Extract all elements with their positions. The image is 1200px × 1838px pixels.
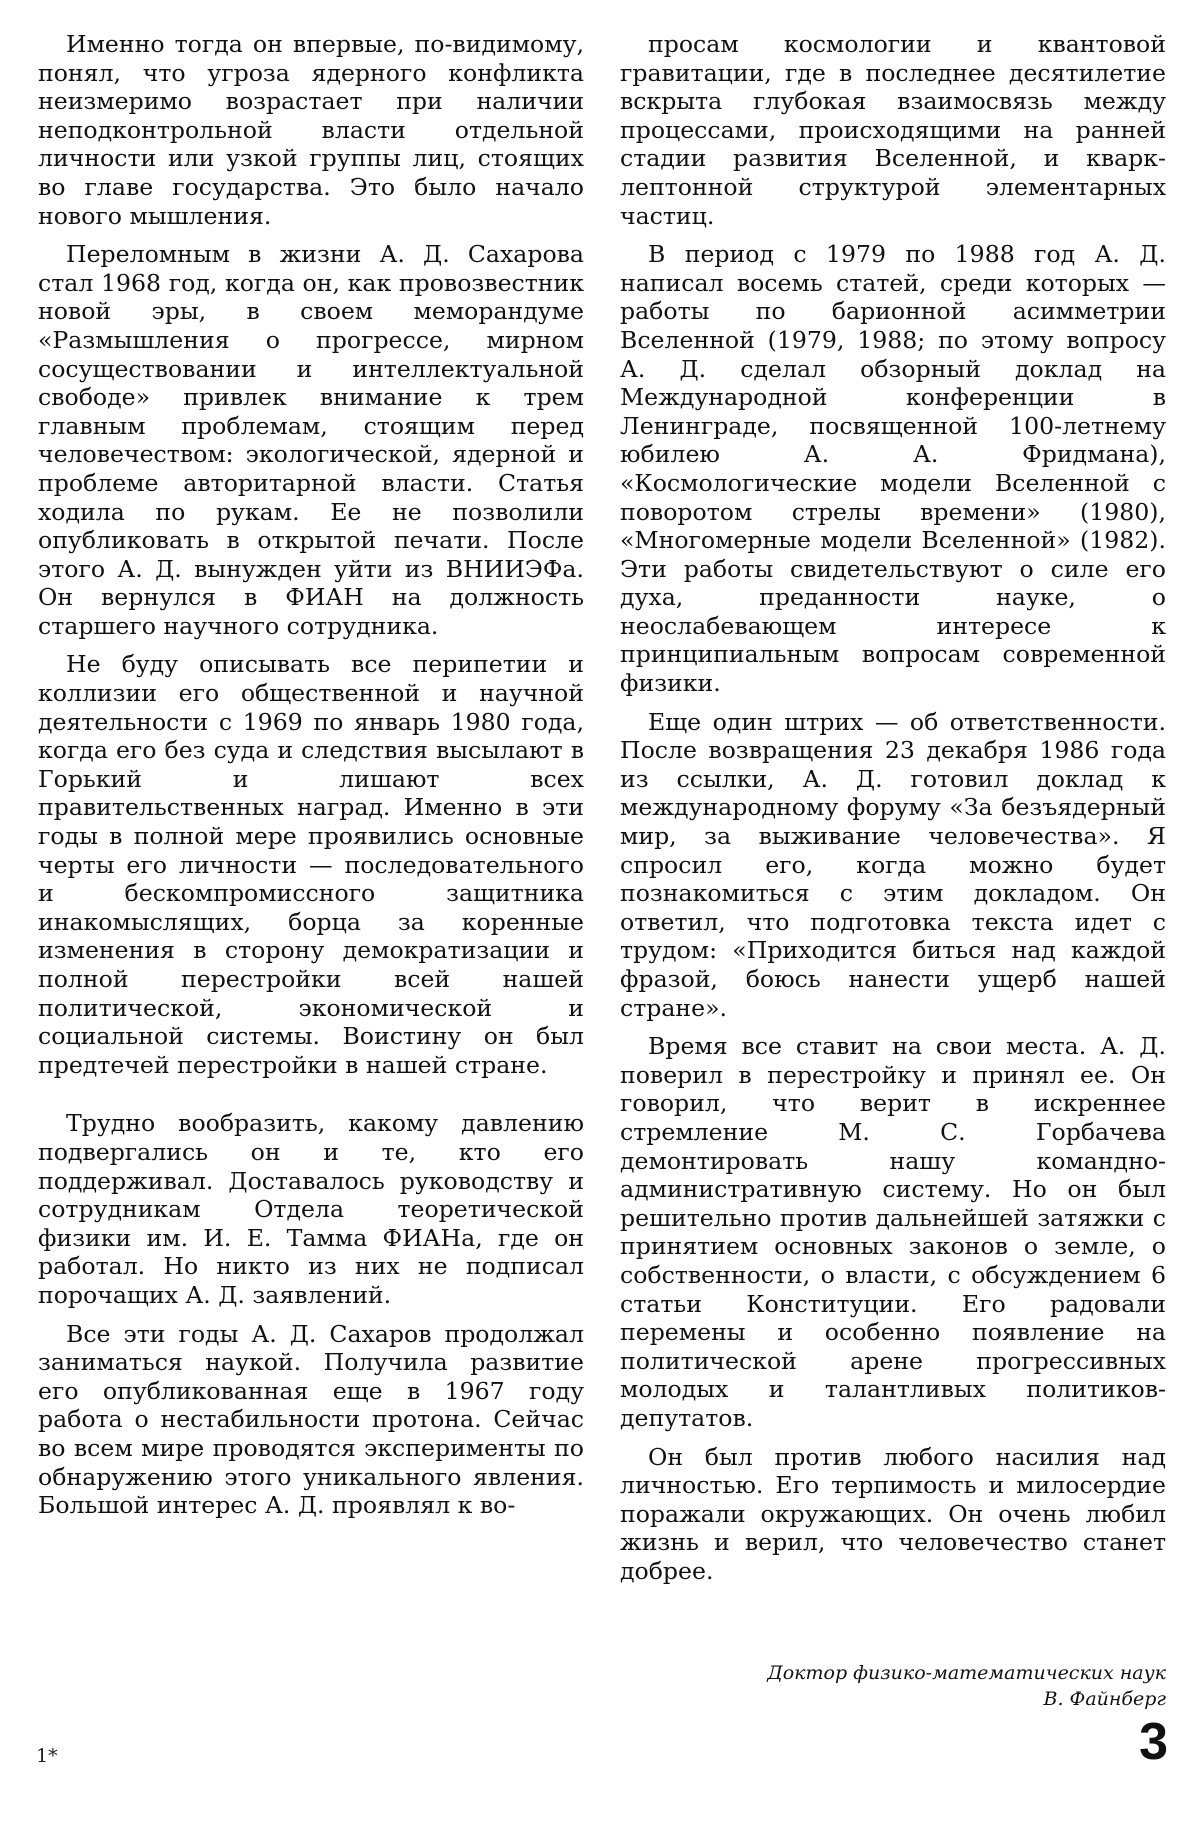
paragraph: В период с 1979 по 1988 год А. Д. написал восемь статей, среди которых — работы по барионной асимметрии Вселенной (1979, 1988; по этому вопросу А. Д. сделал обзорный доклад на Международной конференции в Ленинграде, посвященной 100-летнему юбилею А. А. Фридмана), «Космологические модели Вселенной с поворотом стрелы времени» (1980), «Многомерные модели Вселенной» (1982). Эти работы свидетельствуют о силе его духа, преданности науке, о неослабевающем интересе к принципиальным вопросам современной физики. — [620, 240, 1166, 698]
paragraph: просам космологии и квантовой гравитации, где в последнее десятилетие вскрыта глубокая взаимосвязь между процессами, происходящими на ранней стадии развития Вселенной, и кварк-лептонной структурой элементарных частиц. — [620, 30, 1166, 230]
paragraph: Трудно вообразить, какому давлению подвергались он и те, кто его поддерживал. Доставалось руководству и сотрудникам Отдела теоретической физики им. И. Е. Тамма ФИАНа, где он работал. Но никто из них не подписал порочащих А. Д. заявлений. — [38, 1109, 584, 1309]
author-title: Доктор физико-математических наук — [767, 1662, 1166, 1684]
paragraph: Он был против любого насилия над личностью. Его терпимость и милосердие поражали окружающих. Он очень любил жизнь и верил, что человечество станет добрее. — [620, 1442, 1166, 1585]
signature-mark: 1* — [36, 1745, 58, 1767]
left-column — [38, 30, 584, 1520]
right-column — [620, 30, 1166, 1585]
paragraph: Все эти годы А. Д. Сахаров продолжал заниматься наукой. Получила развитие его опубликованная еще в 1967 году работа о нестабильности протона. Сейчас во всем мире проводятся эксперименты по обнаружению этого уникального явления. Большой интерес А. Д. проявлял к во- — [38, 1319, 584, 1520]
paragraph: Именно тогда он впервые, по-видимому, понял, что угроза ядерного конфликта неизмеримо возрастает при наличии неподконтрольной власти отдельной личности или узкой группы лиц, стоящих во главе государства. Это было начало нового мышления. — [38, 30, 584, 230]
paragraph: Время все ставит на свои места. А. Д. поверил в перестройку и принял ее. Он говорил, что верит в искреннее стремление М. С. Горбачева демонтировать нашу командно-административную систему. Но он был решительно против дальнейшей затяжки с принятием основных законов о земле, о собственности, о власти, с обсуждением 6 статьи Конституции. Его радовали перемены и особенно появление на политической арене прогрессивных молодых и талантливых политиков-депутатов. — [620, 1032, 1166, 1432]
page-number: 3 — [1139, 1713, 1168, 1771]
paragraph: Еще один штрих — об ответственности. После возвращения 23 декабря 1986 года из ссылки, А. Д. готовил доклад к международному форуму «За безъядерный мир, за выживание человечества». Я спросил его, когда можно будет познакомиться с этим докладом. Он ответил, что подготовка текста идет с трудом: «Приходится биться над каждой фразой, боюсь нанести ущерб нашей стране». — [620, 707, 1166, 1022]
author-name: В. Файнберг — [1043, 1688, 1166, 1710]
paragraph: Переломным в жизни А. Д. Сахарова стал 1968 год, когда он, как провозвестник новой эры, в своем меморандуме «Размышления о прогрессе, мирном сосуществовании и интеллектуальной свободе» привлек внимание к трем главным проблемам, стоящим перед человечеством: экологической, ядерной и проблеме авторитарной власти. Статья ходила по рукам. Ее не позволили опубликовать в открытой печати. После этого А. Д. вынужден уйти из ВНИИЭФа. Он вернулся в ФИАН на должность старшего научного сотрудника. — [38, 240, 584, 640]
paragraph: Не буду описывать все перипетии и коллизии его общественной и научной деятельности с 1969 по январь 1980 года, когда его без суда и следствия высылают в Горький и лишают всех правительственных наград. Именно в эти годы в полной мере проявились основные черты его личности — последовательного и бескомпромиссного защитника инакомыслящих, борца за коренные изменения в сторону демократизации и полной перестройки всей нашей политической, экономической и социальной системы. Воистину он был предтечей перестройки в нашей стране. — [38, 650, 584, 1079]
